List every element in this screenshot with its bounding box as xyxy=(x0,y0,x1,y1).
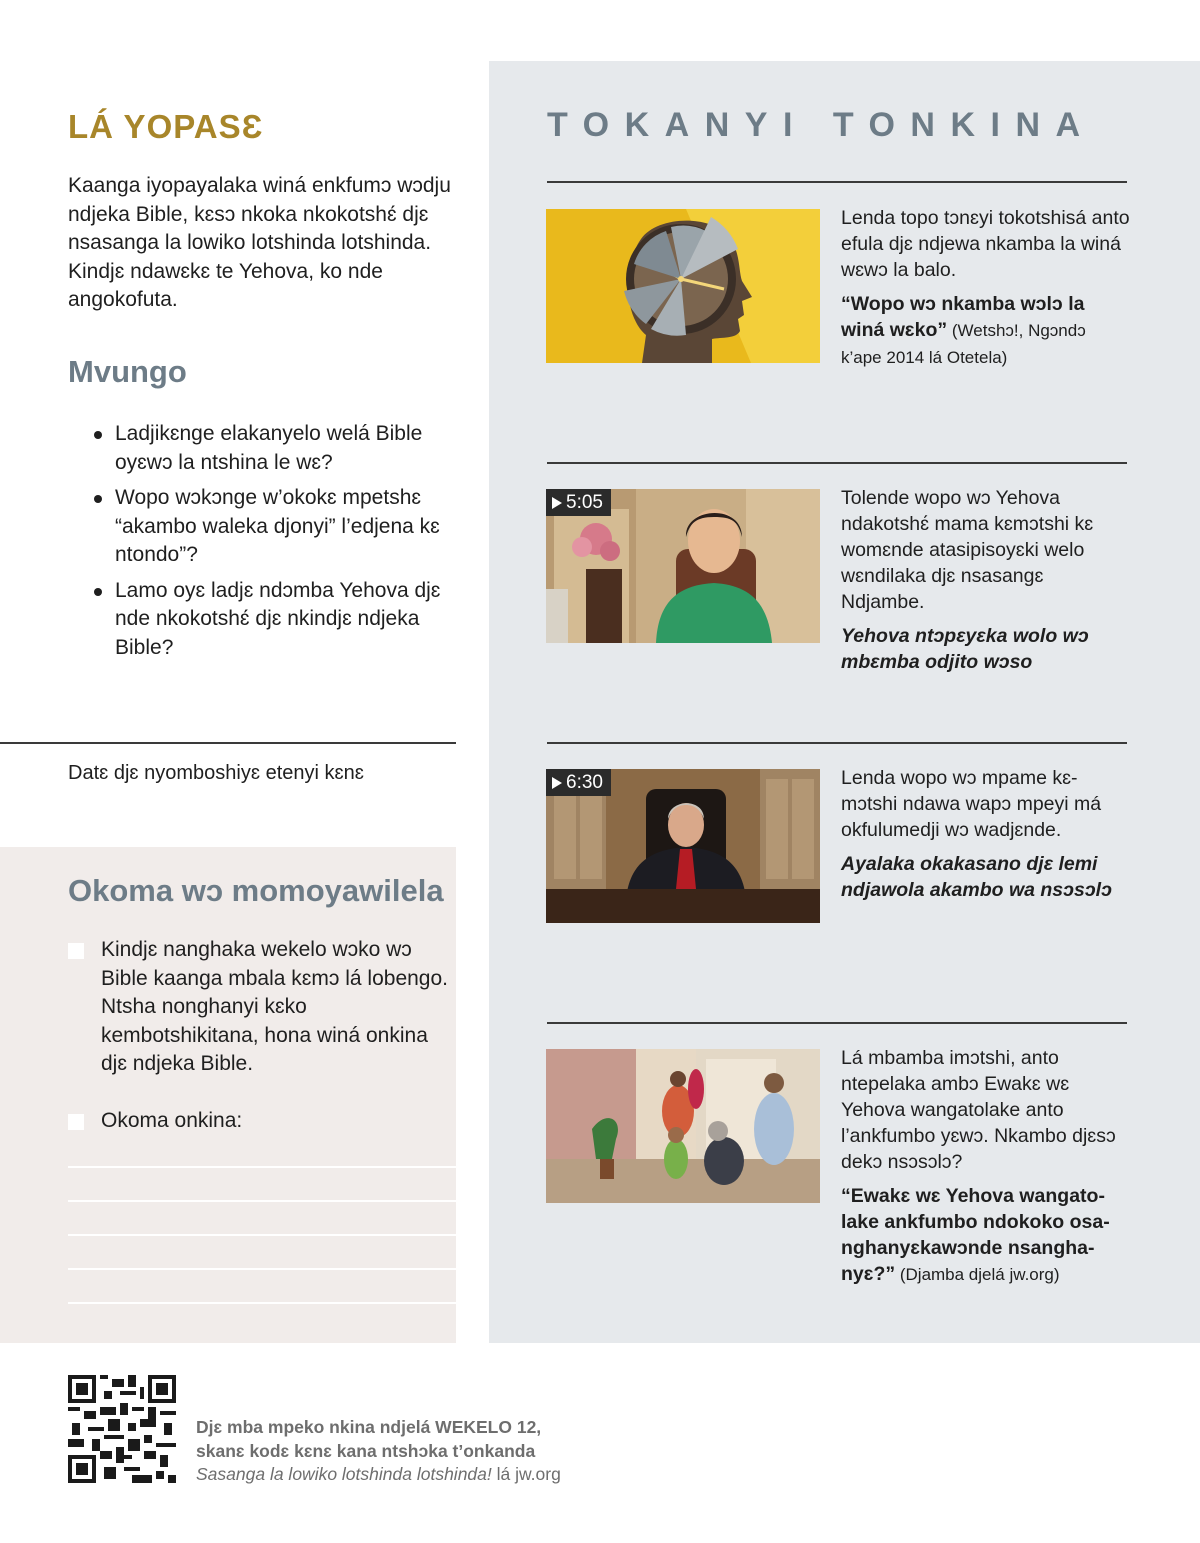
reference-source: (Djamba djelá jw.org) xyxy=(895,1265,1060,1284)
topic-reference[interactable] xyxy=(841,291,1131,371)
topic-card-2 xyxy=(841,485,1131,675)
reference-title[interactable]: “Wopo wɔ nkamba wɔlɔ la winá wɛko” xyxy=(841,293,1085,341)
goal-checklist xyxy=(68,936,448,1135)
goal-checkbox[interactable] xyxy=(68,1114,84,1130)
footer-note xyxy=(196,1416,561,1487)
writing-line[interactable] xyxy=(68,1200,456,1202)
review-question: Wopo wɔkɔnge w’okokɛ mpetshɛ “akambo waleka djonyi” l’edjena kɛ ntondo”? xyxy=(92,484,462,570)
topic-card-3 xyxy=(841,765,1131,903)
article-thumbnail[interactable] xyxy=(546,1049,820,1203)
article-thumbnail[interactable] xyxy=(546,209,820,363)
goal-text: Kindjɛ nanghaka wekelo wɔko wɔ Bible kaanga mbala kɛmɔ lá lobengo. Ntsha nonghanyi kɛko kembotshikitana, hona winá onkina djɛ ndjeka Bible. xyxy=(101,938,449,1075)
video-duration-badge xyxy=(546,769,611,796)
play-icon xyxy=(552,497,562,509)
family-greeting-photo-icon xyxy=(546,1049,820,1203)
topic-description: Tolende wopo wɔ Yehova ndakotshɛ́ mama kɛmɔtshi kɛ womɛnde atasipisoyɛki welo wɛndilaka djɛ nsasangɛ Ndjambe. xyxy=(841,487,1094,613)
divider xyxy=(0,742,456,744)
video-title[interactable]: Yehova ntɔpɛyɛka wolo wɔ mbɛmba odjito wɔso xyxy=(841,625,1089,673)
qr-code-icon[interactable] xyxy=(68,1375,176,1483)
footer-site[interactable]: lá jw.org xyxy=(491,1464,561,1484)
goal-heading: Okoma wɔ momoyawilela xyxy=(68,873,444,908)
reference-source: (Wetshɔ!, Ngɔndɔ k’ape 2014 lá Otetela) xyxy=(841,321,1086,367)
footer-line: skanɛ kodɛ kɛnɛ kana ntshɔka t’onkanda xyxy=(196,1440,536,1461)
video-duration: 5:05 xyxy=(566,492,603,513)
review-question: Lamo oyɛ ladjɛ ndɔmba Yehova djɛ nde nkokotshɛ́ djɛ nkindjɛ ndjeka Bible? xyxy=(92,577,462,663)
review-question: Ladjikɛnge elakanyelo welá Bible oyɛwɔ la ntshina le wɛ? xyxy=(92,420,462,477)
lesson-summary-title: LÁ YOPASƐ xyxy=(68,108,264,145)
video-duration: 6:30 xyxy=(566,772,603,793)
topic-description: Lenda topo tɔnɛyi tokotshisá anto efula djɛ ndjewa nkamba la winá wɛwɔ la balo. xyxy=(841,207,1130,281)
video-thumbnail[interactable] xyxy=(546,489,820,643)
topic-card-1 xyxy=(841,205,1131,371)
review-questions xyxy=(92,420,462,669)
divider xyxy=(547,181,1127,183)
goal-text: Okoma onkina: xyxy=(101,1108,243,1132)
footer-line xyxy=(196,1463,561,1487)
clock-head-illustration-icon xyxy=(546,209,820,363)
related-topics-title: TOKANYI TONKINA xyxy=(547,106,1096,144)
topic-reference[interactable] xyxy=(841,1183,1131,1288)
topic-description: Lenda wopo wɔ mpame kɛ-mɔtshi ndawa wapɔ mpeyi má okfulumedji wɔ wadjɛnde. xyxy=(841,767,1102,841)
video-thumbnail[interactable] xyxy=(546,769,820,923)
writing-line[interactable] xyxy=(68,1166,456,1168)
goal-item xyxy=(68,936,448,1079)
goal-checkbox[interactable] xyxy=(68,943,84,959)
completion-date-label: Datɛ djɛ nyomboshiyɛ etenyi kɛnɛ xyxy=(68,762,364,784)
video-duration-badge xyxy=(546,489,611,516)
book-title[interactable]: Sasanga la lowiko lotshinda lotshinda! xyxy=(196,1464,492,1484)
divider xyxy=(547,462,1127,464)
footer-line: Djɛ mba mpeko nkina ndjelá WEKELO 12, xyxy=(196,1417,542,1437)
divider xyxy=(547,1022,1127,1024)
topic-description: Lá mbamba imɔtshi, anto ntepelaka ambɔ Ewakɛ wɛ Yehova wangatolake anto l’ankfumbo yɛwɔ. Nkambo djɛsɔ dekɔ nsɔsɔlɔ? xyxy=(841,1047,1116,1173)
divider xyxy=(547,742,1127,744)
writing-line[interactable] xyxy=(68,1234,456,1236)
goal-item xyxy=(68,1107,448,1136)
topic-card-4 xyxy=(841,1045,1131,1288)
review-heading: Mvungo xyxy=(68,354,187,389)
video-title[interactable]: Ayalaka okakasano djɛ lemi ndjawola akambo wa nsɔsɔlɔ xyxy=(841,853,1112,901)
play-icon xyxy=(552,777,562,789)
writing-line[interactable] xyxy=(68,1268,456,1270)
reference-title[interactable]: “Ewakɛ wɛ Yehova wangato-lake ankfumbo ndokoko osa-nghanyɛkawɔnde nsangha-nyɛ?” xyxy=(841,1185,1110,1285)
writing-line[interactable] xyxy=(68,1302,456,1304)
summary-text: Kaanga iyopayalaka winá enkfumɔ wɔdju ndjeka Bible, kɛsɔ nkoka nkokotshɛ́ djɛ nsasanga la lowiko lotshinda lotshinda. Kindjɛ ndawɛkɛ te Yehova, ko nde angokofuta. xyxy=(68,174,451,311)
